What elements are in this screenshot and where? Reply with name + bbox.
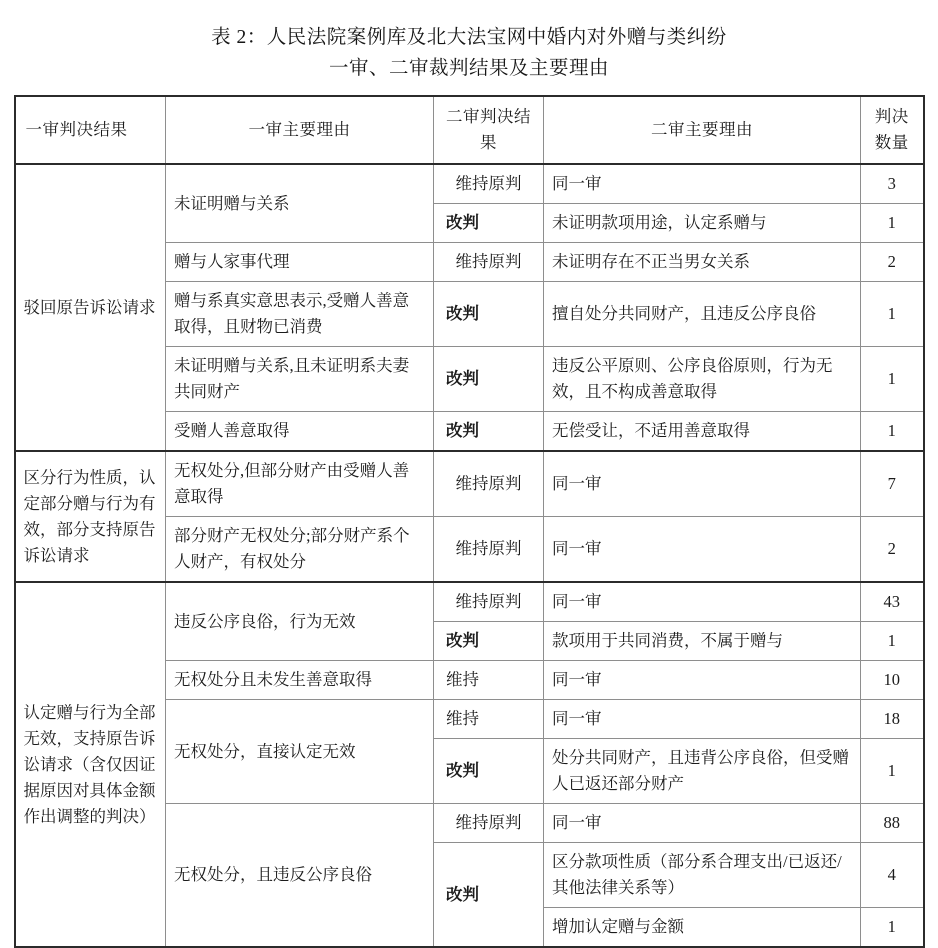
second-instance-reason-cell: 款项用于共同消费，不属于赠与 (544, 622, 861, 661)
second-instance-result-cell: 维持 (434, 661, 544, 700)
second-instance-reason-cell: 同一审 (544, 582, 861, 622)
first-instance-reason-cell: 未证明赠与关系 (166, 164, 434, 243)
header-judgment-count: 判决数量 (861, 96, 924, 164)
judgment-count-cell: 1 (861, 204, 924, 243)
second-instance-result-cell: 维持原判 (434, 164, 544, 204)
judgment-count-cell: 2 (861, 517, 924, 583)
second-instance-result-cell: 改判 (434, 204, 544, 243)
second-instance-reason-cell: 未证明款项用途，认定系赠与 (544, 204, 861, 243)
first-instance-reason-cell: 无权处分，且违反公序良俗 (166, 804, 434, 948)
second-instance-result-cell: 改判 (434, 412, 544, 452)
second-instance-reason-cell: 同一审 (544, 517, 861, 583)
second-instance-result-cell: 维持原判 (434, 451, 544, 517)
first-instance-reason-cell: 无权处分，直接认定无效 (166, 700, 434, 804)
second-instance-result-cell: 维持原判 (434, 517, 544, 583)
judgment-count-cell: 43 (861, 582, 924, 622)
group-label-cell: 认定赠与行为全部无效，支持原告诉讼请求（含仅因证据原因对具体金额作出调整的判决） (15, 582, 166, 947)
second-instance-result-cell: 维持原判 (434, 243, 544, 282)
judgment-count-cell: 4 (861, 843, 924, 908)
table-row (15, 582, 924, 622)
first-instance-reason-cell: 违反公序良俗，行为无效 (166, 582, 434, 661)
first-instance-reason-cell: 未证明赠与关系,且未证明系夫妻共同财产 (166, 347, 434, 412)
table-row (15, 451, 924, 517)
judgment-count-cell: 88 (861, 804, 924, 843)
judgment-count-cell: 2 (861, 243, 924, 282)
judgment-count-cell: 10 (861, 661, 924, 700)
first-instance-reason-cell: 部分财产无权处分;部分财产系个人财产，有权处分 (166, 517, 434, 583)
second-instance-result-cell: 维持原判 (434, 804, 544, 843)
judgment-count-cell: 3 (861, 164, 924, 204)
second-instance-reason-cell: 同一审 (544, 451, 861, 517)
second-instance-reason-cell: 未证明存在不正当男女关系 (544, 243, 861, 282)
header-second-instance-result: 二审判决结果 (434, 96, 544, 164)
second-instance-reason-cell: 违反公平原则、公序良俗原则，行为无效，且不构成善意取得 (544, 347, 861, 412)
caption-line-2: 一审、二审裁判结果及主要理由 (328, 58, 609, 79)
first-instance-reason-cell: 赠与人家事代理 (166, 243, 434, 282)
header-second-instance-reason: 二审主要理由 (544, 96, 861, 164)
header-first-instance-result: 一审判决结果 (15, 96, 166, 164)
judgment-count-cell: 1 (861, 347, 924, 412)
second-instance-reason-cell: 同一审 (544, 804, 861, 843)
second-instance-reason-cell: 无偿受让，不适用善意取得 (544, 412, 861, 452)
second-instance-result-cell: 改判 (434, 622, 544, 661)
judgment-count-cell: 1 (861, 739, 924, 804)
second-instance-reason-cell: 处分共同财产，且违背公序良俗，但受赠人已返还部分财产 (544, 739, 861, 804)
second-instance-result-cell: 改判 (434, 843, 544, 948)
first-instance-reason-cell: 受赠人善意取得 (166, 412, 434, 452)
judgment-count-cell: 1 (861, 908, 924, 948)
judgment-count-cell: 18 (861, 700, 924, 739)
second-instance-result-cell: 改判 (434, 347, 544, 412)
second-instance-result-cell: 维持原判 (434, 582, 544, 622)
second-instance-reason-cell: 区分款项性质（部分系合理支出/已返还/其他法律关系等） (544, 843, 861, 908)
second-instance-reason-cell: 擅自处分共同财产，且违反公序良俗 (544, 282, 861, 347)
judgment-results-table (14, 95, 925, 948)
table-header (15, 96, 924, 164)
table-caption (0, 0, 938, 84)
first-instance-reason-cell: 赠与系真实意思表示,受赠人善意取得，且财物已消费 (166, 282, 434, 347)
first-instance-reason-cell: 无权处分,但部分财产由受赠人善意取得 (166, 451, 434, 517)
judgment-count-cell: 1 (861, 412, 924, 452)
first-instance-reason-cell: 无权处分且未发生善意取得 (166, 661, 434, 700)
second-instance-reason-cell: 同一审 (544, 661, 861, 700)
judgment-count-cell: 1 (861, 622, 924, 661)
judgment-count-cell: 7 (861, 451, 924, 517)
table-body (15, 164, 924, 947)
group-label-cell: 区分行为性质，认定部分赠与行为有效，部分支持原告诉讼请求 (15, 451, 166, 582)
second-instance-result-cell: 改判 (434, 739, 544, 804)
second-instance-reason-cell: 增加认定赠与金额 (544, 908, 861, 948)
second-instance-reason-cell: 同一审 (544, 700, 861, 739)
judgment-count-cell: 1 (861, 282, 924, 347)
second-instance-reason-cell: 同一审 (544, 164, 861, 204)
second-instance-result-cell: 改判 (434, 282, 544, 347)
second-instance-result-cell: 维持 (434, 700, 544, 739)
header-first-instance-reason: 一审主要理由 (166, 96, 434, 164)
group-label-cell: 驳回原告诉讼请求 (15, 164, 166, 451)
header-row (15, 96, 924, 164)
caption-line-1: 表 2：人民法院案例库及北大法宝网中婚内对外赠与类纠纷 (211, 27, 727, 48)
table-row (15, 164, 924, 204)
